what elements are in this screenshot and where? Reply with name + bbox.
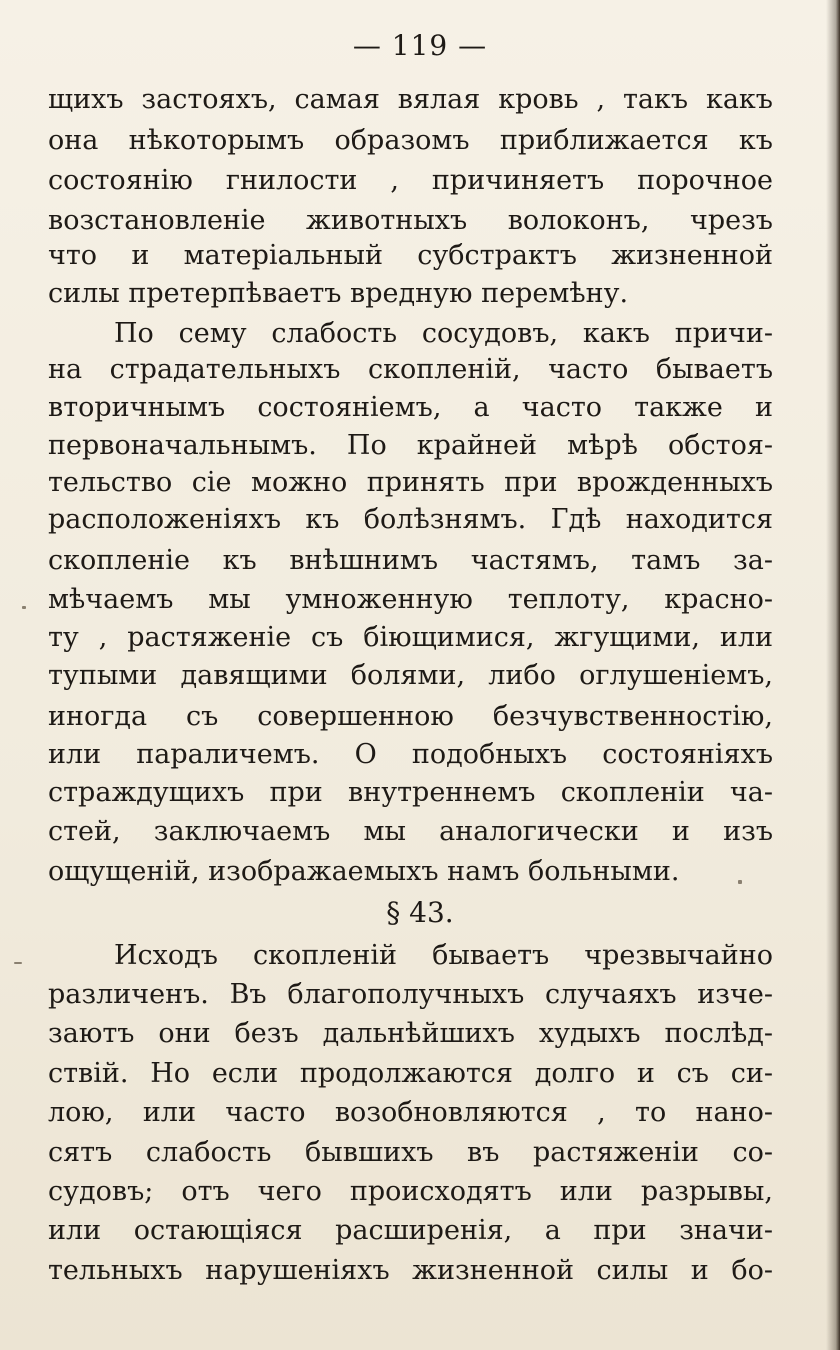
text-line: По сему слабость сосудовъ, какъ причи-	[114, 318, 773, 349]
text-line: на страдательныхъ скопленій, часто бываетъ	[48, 354, 773, 385]
text-line: ствій. Но если продолжаются долго и съ си-	[48, 1058, 773, 1089]
text-line: силы претерпѣваетъ вредную перемѣну.	[48, 278, 629, 309]
text-line: иногда съ совершенною безчувственностію,	[48, 701, 773, 732]
text-line: состоянію гнилости , причиняетъ порочное	[48, 165, 773, 196]
text-line: различенъ. Въ благополучныхъ случаяхъ изче-	[48, 979, 773, 1010]
text-line: ощущеній, изображаемыхъ намъ больными.	[48, 856, 680, 887]
text-line: первоначальнымъ. По крайней мѣрѣ обстоя-	[48, 430, 773, 461]
text-line: щихъ застояхъ, самая вялая кровь , такъ какъ	[48, 84, 773, 115]
text-line: тельство сіе можно принять при врожденныхъ	[48, 467, 773, 498]
text-line: что и матеріальный субстрактъ жизненной	[48, 240, 773, 271]
text-line: или остающіяся расширенія, а при значи-	[48, 1215, 773, 1246]
text-line: скопленіе къ внѣшнимъ частямъ, тамъ за-	[48, 545, 773, 576]
text-line: мѣчаемъ мы умноженную теплоту, красно-	[48, 584, 773, 615]
text-line: стей, заключаемъ мы аналогически и изъ	[48, 816, 773, 847]
text-line: судовъ; отъ чего происходятъ или разрывы,	[48, 1176, 773, 1207]
text-line: страждущихъ при внутреннемъ скопленіи ча-	[48, 777, 773, 808]
text-line: расположеніяхъ къ болѣзнямъ. Гдѣ находится	[48, 504, 773, 535]
paper-speck	[738, 880, 742, 884]
page-number-header: — 119 —	[352, 29, 488, 62]
text-line: ту , растяженіе съ біющимися, жгущими, или	[48, 622, 773, 653]
text-line: сятъ слабость бывшихъ въ растяженіи со-	[48, 1137, 773, 1168]
text-line: она нѣкоторымъ образомъ приближается къ	[48, 125, 773, 156]
text-line: тельныхъ нарушеніяхъ жизненной силы и бо-	[48, 1255, 773, 1286]
text-line: возстановленіе животныхъ волоконъ, чрезъ	[48, 205, 773, 236]
text-line: лою, или часто возобновляются , то нано-	[48, 1097, 773, 1128]
paper-speck	[22, 606, 26, 609]
section-heading: § 43.	[386, 896, 454, 929]
text-line: вторичнымъ состояніемъ, а часто также и	[48, 392, 773, 423]
text-line: Исходъ скопленій бываетъ чрезвычайно	[114, 940, 773, 971]
text-line: заютъ они безъ дальнѣйшихъ худыхъ послѣд-	[48, 1018, 773, 1049]
paper-speck	[14, 962, 22, 964]
text-line: или параличемъ. О подобныхъ состояніяхъ	[48, 739, 773, 770]
text-line: тупыми давящими болями, либо оглушеніемъ,	[48, 660, 773, 691]
